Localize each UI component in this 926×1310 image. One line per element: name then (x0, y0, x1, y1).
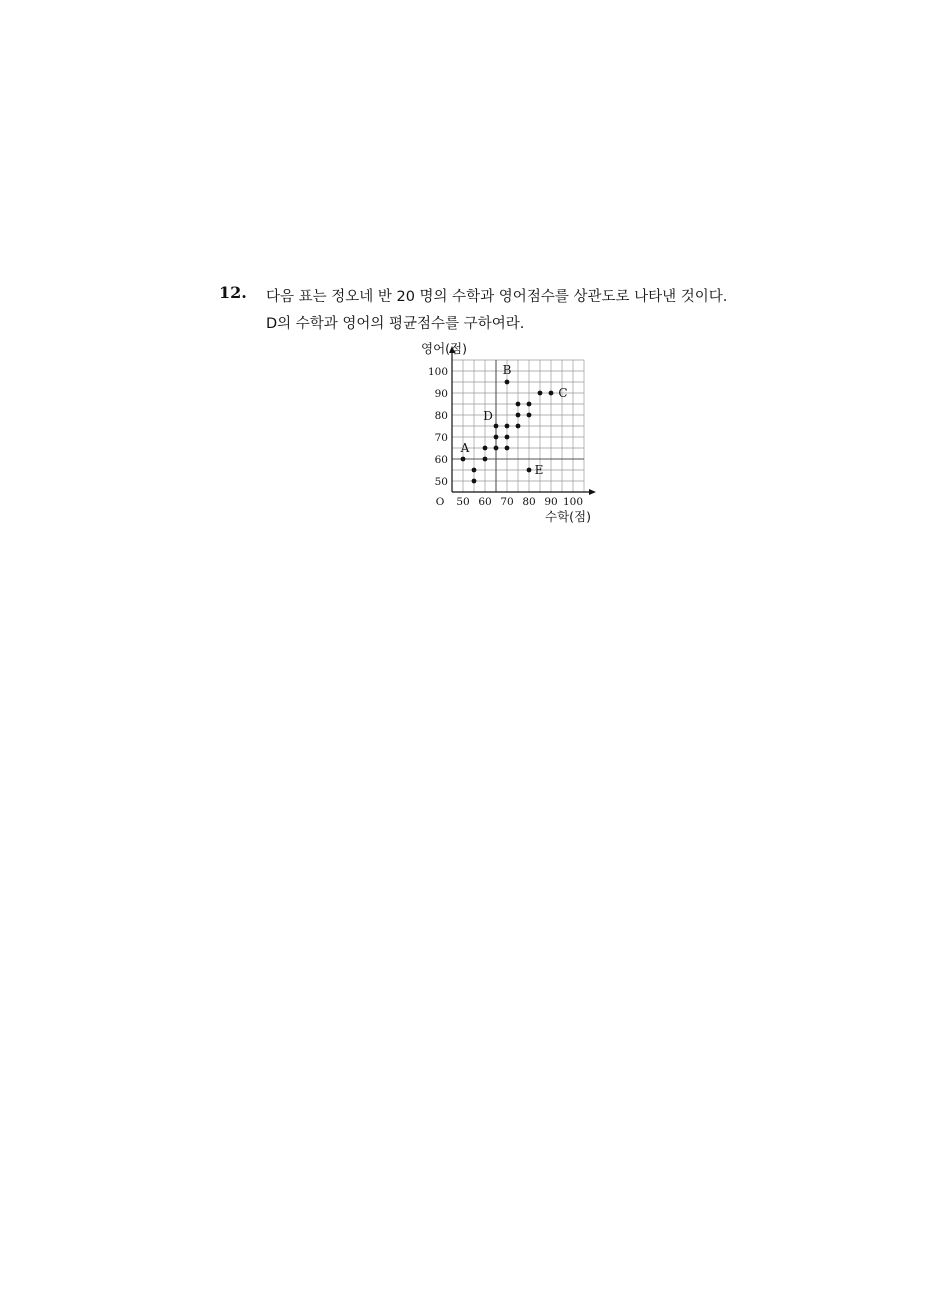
point-label-b: B (502, 363, 512, 377)
origin-label: O (435, 496, 445, 508)
point-label-c: C (558, 386, 568, 400)
data-point (494, 424, 499, 429)
data-point (549, 391, 554, 396)
x-tick-label: 70 (500, 496, 514, 508)
x-tick-label: 80 (522, 496, 536, 508)
data-point (505, 424, 510, 429)
point-label-d: D (483, 409, 493, 423)
scatter-plot (405, 336, 605, 528)
data-point (494, 435, 499, 440)
y-axis-title: 영어(점) (421, 341, 467, 356)
point-label-a: A (460, 441, 470, 455)
data-point (483, 446, 488, 451)
y-tick-label: 80 (434, 410, 448, 422)
question-text-line-1: 다음 표는 정오네 반 20 명의 수학과 영어점수를 상관도로 나타낸 것이다. (266, 289, 728, 305)
question-text-line-2: D의 수학과 영어의 평균점수를 구하여라. (266, 316, 525, 332)
data-point (516, 424, 521, 429)
x-axis-arrow (589, 489, 596, 495)
data-point (527, 413, 532, 418)
x-tick-label: 50 (456, 496, 470, 508)
data-point (527, 468, 532, 473)
y-tick-label: 100 (427, 366, 448, 378)
data-point (461, 457, 466, 462)
data-point (516, 413, 521, 418)
data-point (538, 391, 543, 396)
data-point (505, 446, 510, 451)
scatter-plot-figure (405, 336, 605, 528)
x-axis-title: 수학(점) (545, 509, 591, 524)
x-tick-label: 100 (562, 496, 584, 508)
data-point (527, 402, 532, 407)
data-point (494, 446, 499, 451)
data-point (505, 435, 510, 440)
x-tick-label: 90 (544, 496, 558, 508)
y-tick-label: 70 (434, 432, 448, 444)
y-tick-label: 90 (434, 388, 448, 400)
data-point (472, 479, 477, 484)
data-point (505, 380, 510, 385)
question-number: 12. (219, 283, 247, 302)
data-point (472, 468, 477, 473)
data-point (516, 402, 521, 407)
x-tick-label: 60 (478, 496, 492, 508)
point-label-e: E (534, 463, 544, 477)
y-tick-label: 60 (434, 454, 448, 466)
y-tick-label: 50 (434, 476, 448, 488)
data-point (483, 457, 488, 462)
